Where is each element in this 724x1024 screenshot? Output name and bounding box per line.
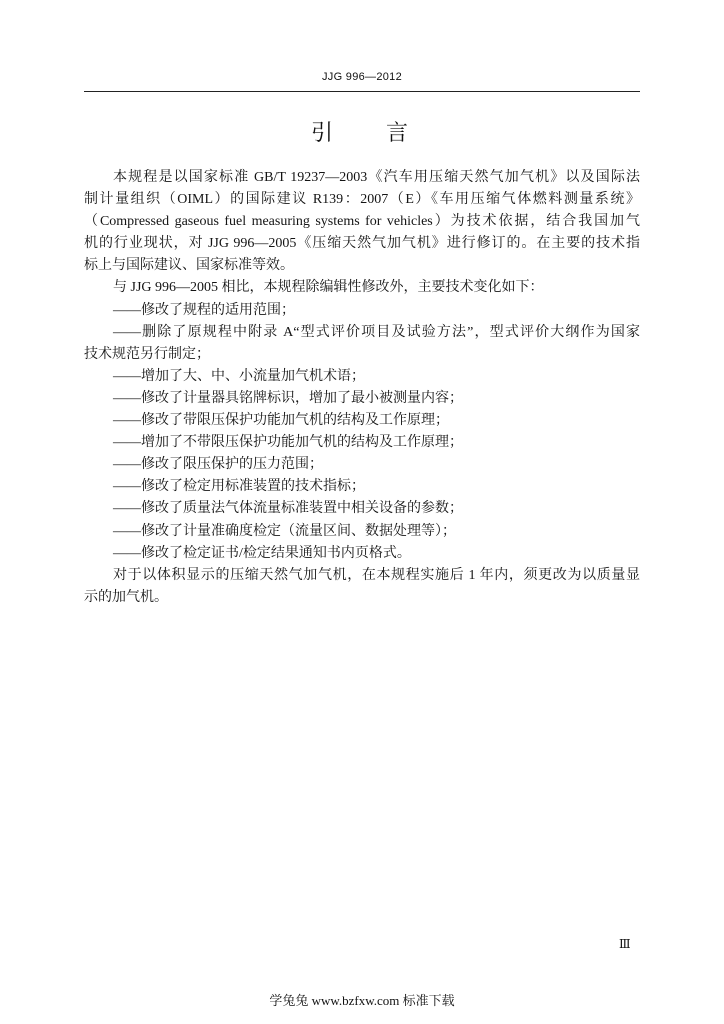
closing-line: 对于以体积显示的压缩天然气加气机，在本规程实施后 1 年内，须更改为以质量显 xyxy=(113,567,640,583)
intro-line: 本规程是以国家标准 GB/T 19237—2003《汽车用压缩天然气加气机》以及国际法 xyxy=(113,170,640,185)
change-item: ——修改了检定用标准装置的技术指标； xyxy=(113,479,365,495)
footer-watermark: 学兔兔 www.bzfxw.com 标准下载 xyxy=(269,993,455,1008)
change-item-continuation: 技术规范另行制定； xyxy=(84,346,210,362)
change-item: ——修改了带限压保护功能加气机的结构及工作原理； xyxy=(113,413,449,429)
document-body xyxy=(84,167,640,609)
change-item: ——修改了计量器具铭牌标识，增加了最小被测量内容； xyxy=(113,390,463,406)
header-divider xyxy=(84,91,640,92)
intro-line: （Compressed gaseous fuel measuring systems for vehicles）为技术依据，结合我国加气 xyxy=(84,214,640,230)
closing-line: 示的加气机。 xyxy=(84,589,168,605)
change-item: ——增加了不带限压保护功能加气机的结构及工作原理； xyxy=(113,435,463,451)
change-item: ——修改了规程的适用范围； xyxy=(113,302,295,318)
intro-line: 机的行业现状，对 JJG 996—2005《压缩天然气加气机》进行修订的。在主要的技术指 xyxy=(84,236,640,252)
change-item: ——修改了质量法气体流量标准装置中相关设备的参数； xyxy=(113,501,463,517)
change-item: ——修改了限压保护的压力范围； xyxy=(113,457,323,473)
change-item: ——修改了计量准确度检定（流量区间、数据处理等）； xyxy=(113,523,456,539)
change-item: ——增加了大、中、小流量加气机术语； xyxy=(113,368,365,384)
page-number: Ⅲ xyxy=(619,937,631,951)
change-item: ——删除了原规程中附录 A“型式评价项目及试验方法”，型式评价大纲作为国家 xyxy=(113,324,640,340)
standard-code-header: JJG 996—2012 xyxy=(321,71,403,83)
intro-line: 标上与国际建议、国家标准等效。 xyxy=(84,258,294,274)
section-title: 引 言 xyxy=(311,120,424,145)
intro-line: 制计量组织（OIML）的国际建议 R139：2007（E）《车用压缩气体燃料测量系统》 xyxy=(84,192,640,208)
change-item: ——修改了检定证书/检定结果通知书内页格式。 xyxy=(113,545,411,561)
changes-intro: 与 JJG 996—2005 相比，本规程除编辑性修改外，主要技术变化如下： xyxy=(113,280,544,296)
